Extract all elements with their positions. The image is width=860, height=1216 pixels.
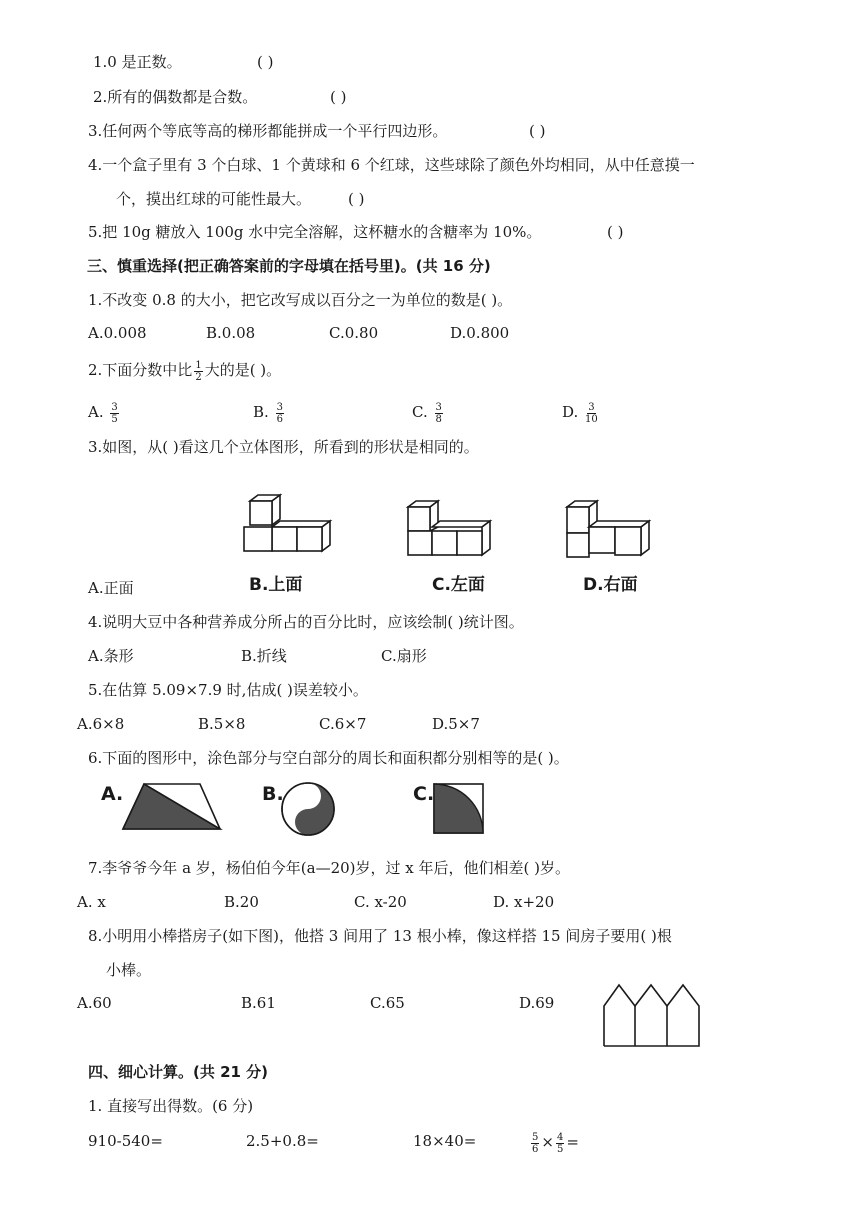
tf-item-4-bracket[interactable]: ( ): [348, 190, 365, 208]
calc-4-a-num: 5: [532, 1131, 539, 1143]
q2-option-a-num: 3: [111, 401, 118, 413]
q7-option-d[interactable]: D. x+20: [493, 893, 555, 911]
q5-option-d[interactable]: D.5×7: [432, 715, 480, 733]
q3-option-d[interactable]: D.右面: [583, 575, 638, 595]
q2-option-c-fraction: [435, 402, 443, 425]
q3-option-b[interactable]: B.上面: [249, 575, 303, 595]
q2-half-den: 2: [195, 371, 202, 383]
q4-option-c[interactable]: C.扇形: [381, 647, 427, 665]
q5-option-b[interactable]: B.5×8: [198, 715, 246, 733]
q6-quarter-circle-figure: [433, 783, 485, 835]
tf-item-1: [93, 52, 182, 72]
q1-option-a[interactable]: A.0.008: [88, 324, 147, 342]
q5-text: 5.在估算 5.09×7.9 时,估成( )误差较小。: [88, 681, 368, 699]
q2-option-b-num: 3: [276, 401, 283, 413]
q8-stick-houses-figure: [603, 984, 701, 1048]
q2-option-a-fraction: [110, 402, 118, 425]
tf-item-4-cont: 个，摸出红球的可能性最大。: [116, 190, 312, 208]
q2-option-c[interactable]: [412, 398, 445, 426]
q3-solid-figure-3: [563, 497, 655, 563]
q6-option-b[interactable]: B.: [262, 783, 284, 805]
q2-option-d-den: 10: [585, 413, 598, 425]
q2-half-num: 1: [195, 359, 202, 371]
q2-text: [88, 358, 281, 383]
tf-item-3-bracket[interactable]: ( ): [529, 122, 546, 140]
tf-item-2-text: 2.所有的偶数都是合数。: [93, 88, 258, 106]
q2-option-a-den: 5: [111, 413, 118, 425]
q8-option-a[interactable]: A.60: [77, 994, 112, 1012]
q2-option-d-letter: D.: [562, 403, 579, 421]
q2-post: 大的是( )。: [204, 361, 282, 379]
q5-option-a[interactable]: A.6×8: [77, 715, 125, 733]
q3-solid-figure-2: [404, 497, 496, 559]
q2-option-b-den: 6: [276, 413, 283, 425]
calc-4-frac-a: [531, 1132, 539, 1155]
q5-option-c[interactable]: C.6×7: [319, 715, 367, 733]
q3-text: 3.如图，从( )看这几个立体图形，所看到的形状是相同的。: [88, 438, 479, 456]
tf-item-2-bracket[interactable]: ( ): [330, 88, 347, 106]
calc-1: 910-540=: [88, 1132, 163, 1150]
q6-trapezoid-figure: [122, 783, 222, 831]
q2-option-d-fraction: [585, 402, 598, 425]
calc-2: 2.5+0.8=: [246, 1132, 319, 1150]
calc-4-fraction-product: [529, 1128, 579, 1156]
tf-item-4-text: 4.一个盒子里有 3 个白球、1 个黄球和 6 个红球，这些球除了颜色外均相同，从中任意摸一: [88, 156, 695, 174]
q2-option-c-num: 3: [435, 401, 442, 413]
q2-option-b[interactable]: [253, 398, 286, 426]
tf-item-3-text: 3.任何两个等底等高的梯形都能拼成一个平行四边形。: [88, 122, 448, 140]
q8-option-b[interactable]: B.61: [241, 994, 276, 1012]
q2-option-a[interactable]: [88, 398, 121, 426]
q2-half-fraction: [194, 360, 202, 383]
tf-item-5-bracket[interactable]: ( ): [607, 223, 624, 241]
section3-heading: 三、慎重选择(把正确答案前的字母填在括号里)。(共 16 分): [87, 257, 491, 275]
calc-3: 18×40=: [413, 1132, 477, 1150]
section4-q1-text: 1. 直接写出得数。(6 分): [88, 1097, 254, 1115]
calc-4-b-num: 4: [556, 1131, 564, 1143]
q2-pre: 2.下面分数中比: [88, 361, 193, 379]
q6-text: 6.下面的图形中，涂色部分与空白部分的周长和面积都分别相等的是( )。: [88, 749, 569, 767]
q2-option-d-num: 3: [588, 401, 595, 413]
q7-text: 7.李爷爷今年 a 岁，杨伯伯今年(a—20)岁，过 x 年后，他们相差( )岁。: [88, 859, 570, 877]
q7-option-c[interactable]: C. x-20: [354, 893, 407, 911]
q4-option-a[interactable]: A.条形: [88, 647, 134, 665]
q8-text: 8.小明用小棒搭房子(如下图)，他搭 3 间用了 13 根小棒，像这样搭 15 间房子要用( )根: [88, 927, 672, 945]
calc-4-b-den: 5: [556, 1143, 564, 1155]
calc-4-a-den: 6: [532, 1143, 539, 1155]
q1-option-d[interactable]: D.0.800: [450, 324, 510, 342]
q6-taiji-figure: [280, 781, 336, 837]
calc-4-frac-b: [556, 1132, 564, 1155]
q8-option-c[interactable]: C.65: [370, 994, 405, 1012]
calc-4-eq: =: [566, 1133, 579, 1151]
q2-option-c-den: 8: [435, 413, 442, 425]
q3-solid-figure-1: [240, 493, 340, 559]
q3-option-a[interactable]: A.正面: [88, 579, 134, 597]
q7-option-b[interactable]: B.20: [224, 893, 259, 911]
calc-4-op: ×: [541, 1133, 554, 1151]
q2-option-a-letter: A.: [88, 403, 104, 421]
q4-option-b[interactable]: B.折线: [241, 647, 287, 665]
q2-option-d[interactable]: [562, 398, 600, 426]
section4-heading: 四、细心计算。(共 21 分): [88, 1063, 269, 1081]
q8-option-d[interactable]: D.69: [519, 994, 555, 1012]
q1-option-c[interactable]: C.0.80: [329, 324, 379, 342]
q3-option-c[interactable]: C.左面: [432, 575, 485, 595]
q2-option-b-fraction: [276, 402, 284, 425]
tf-item-1-bracket[interactable]: ( ): [257, 53, 274, 71]
q7-option-a[interactable]: A. x: [77, 893, 106, 911]
q6-option-c[interactable]: C.: [413, 783, 435, 805]
q1-text: 1.不改变 0.8 的大小，把它改写成以百分之一为单位的数是( )。: [88, 291, 513, 309]
q8-cont: 小棒。: [106, 961, 152, 979]
q2-option-b-letter: B.: [253, 403, 269, 421]
q6-option-a[interactable]: A.: [101, 783, 124, 805]
q4-text: 4.说明大豆中各种营养成分所占的百分比时，应该绘制( )统计图。: [88, 613, 524, 631]
q1-option-b[interactable]: B.0.08: [206, 324, 256, 342]
tf-item-5-text: 5.把 10g 糖放入 100g 水中完全溶解，这杯糖水的含糖率为 10%。: [88, 223, 542, 241]
q2-option-c-letter: C.: [412, 403, 428, 421]
tf-item-1-text: 1.0 是正数。: [93, 53, 182, 71]
